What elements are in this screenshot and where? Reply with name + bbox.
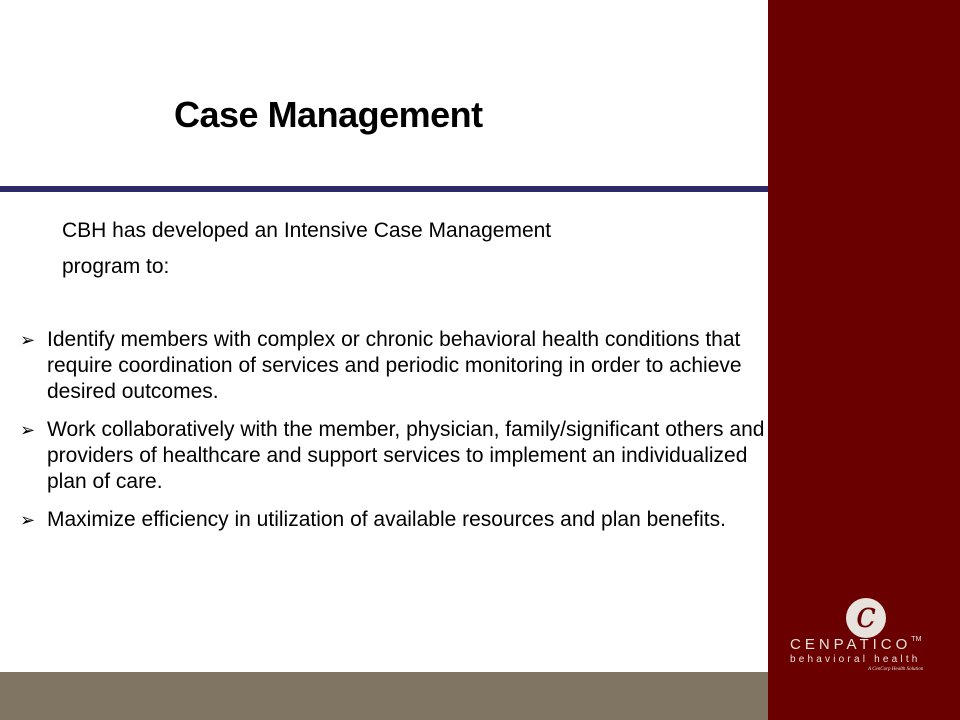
intro-line-1: CBH has developed an Intensive Case Management: [62, 219, 552, 242]
logo-subtitle: behavioral health: [790, 654, 921, 665]
logo-tagline: A CenCorp Health Solution: [868, 667, 924, 672]
logo-trademark: TM: [911, 636, 922, 643]
logo-mark-icon: [846, 595, 886, 638]
bullet-item: [20, 417, 768, 495]
bullet-list: [20, 327, 768, 545]
logo-mark-letter: c: [855, 595, 877, 636]
arrow-bullet-icon: ➢: [20, 420, 36, 440]
bullet-text: Identify members with complex or chronic behavioral health conditions that require coordination of services and periodic monitoring in order to achieve desired outcomes.: [47, 328, 742, 403]
bullet-item: [20, 327, 768, 405]
bullet-text: Maximize efficiency in utilization of available resources and plan benefits.: [47, 508, 726, 531]
arrow-bullet-icon: ➢: [20, 330, 36, 350]
cenpatico-logo: [790, 595, 950, 688]
title-divider: [0, 186, 768, 192]
arrow-bullet-icon: ➢: [20, 510, 36, 530]
logo-name: [790, 636, 950, 653]
slide-title: Case Management: [174, 94, 483, 135]
bullet-item: [20, 507, 768, 533]
footer-bar: [0, 672, 768, 720]
bullet-text: Work collaboratively with the member, physician, family/significant others and providers of healthcare and support services to implement an individualized plan of care.: [47, 418, 765, 493]
intro-line-2: program to:: [62, 255, 170, 278]
intro-text: [62, 213, 742, 285]
logo-name-text: CENPATICO: [790, 636, 912, 653]
